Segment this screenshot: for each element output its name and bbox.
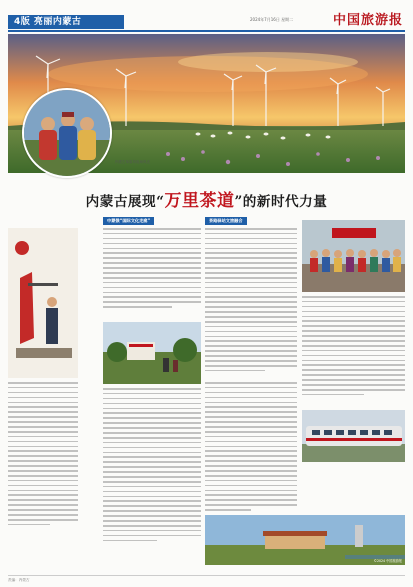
headline-prefix: 内蒙古展现“ <box>85 194 165 210</box>
dateline: 2024年7月16日 星期二 <box>250 17 294 22</box>
left-column-text <box>8 382 78 532</box>
right-column-text-c <box>205 382 297 522</box>
main-headline <box>0 186 413 211</box>
right-column-text-b <box>302 296 405 406</box>
headline-highlight: 万里茶道 <box>164 191 235 211</box>
flag-ceremony-photo <box>8 228 78 378</box>
page-header <box>8 6 405 30</box>
headline-suffix: ”的新时代力量 <box>234 194 328 210</box>
tea-road-monument-photo <box>103 322 201 384</box>
page-footer: 责编：内蒙古 <box>8 575 405 583</box>
subsection-tag-left: 中蒙俄“国际文化走廊” <box>103 217 154 225</box>
masthead-logo: 中国旅游报 <box>332 13 403 28</box>
subsection-tag-right: 茶路驿站文旅融合 <box>205 217 247 225</box>
middle-column-text-top <box>103 228 201 316</box>
section-label: 4版 亮丽内蒙古 <box>8 15 124 29</box>
middle-column-text-bottom <box>103 388 201 553</box>
train-photo <box>302 410 405 462</box>
group-photo <box>302 220 405 292</box>
header-rule <box>8 30 405 32</box>
hero-caption: 内蒙古草原风电场风光 <box>115 160 150 164</box>
inset-photo-people <box>22 88 112 178</box>
photo-watermark: ©2024 中国旅游报 <box>373 558 402 563</box>
right-column-text-a <box>205 228 297 378</box>
grassland-building-photo <box>205 515 405 565</box>
